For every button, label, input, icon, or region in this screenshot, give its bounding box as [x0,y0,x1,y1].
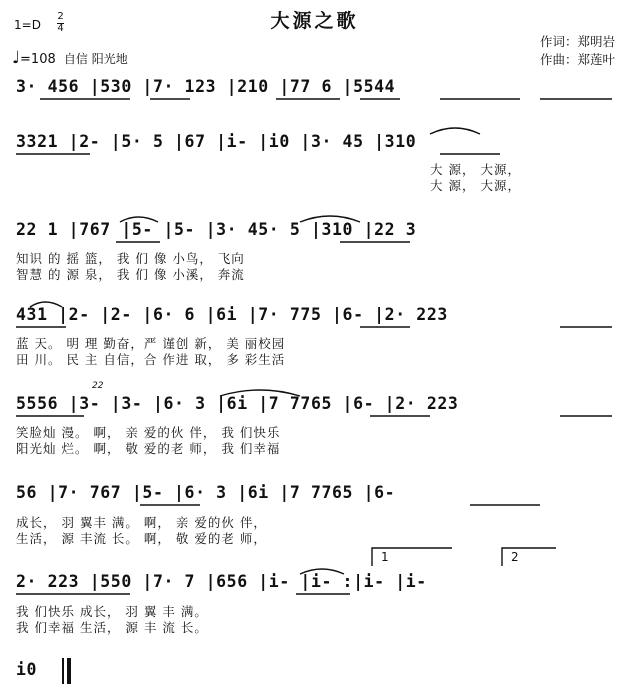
notation-line-5: 5556 |3- |3- |6· 3 |6i |7 7765 |6- |2· 223 [16,394,459,413]
notation-line-1: 3· 456 |530 |7· 123 |210 |77 6 |5544 [16,77,396,96]
barline-thick [67,658,71,684]
slur [300,569,344,574]
time-numerator: 2 [57,11,64,22]
lyric-line-3-verse-2: 智慧 的 源 泉， 我 们 像 小溪， 奔流 [16,267,245,282]
slur [30,302,62,307]
volta-bracket-1 [372,548,452,566]
notation-line-2: 3321 |2- |5· 5 |67 |i- |i0 |3· 45 |310 [16,132,417,151]
lyric-line-7-verse-1: 我 们快乐 成长， 羽 翼 丰 满。 [16,604,208,619]
notation-line-7: 2· 223 |550 |7· 7 |656 |i- |i- :|i- |i- [16,572,427,591]
lyric-line-5-verse-2: 阳光灿 烂。 啊， 敬 爱的老 师， 我 们幸福 [16,441,281,456]
notation-line-8: i0 [16,660,38,679]
lyric-line-2-verse-1: 大 源， 大源， [430,162,521,177]
lyric-line-6-verse-1: 成长， 羽 翼丰 满。 啊， 亲 爱的伙 伴， [16,515,267,530]
lyric-line-3-verse-1: 知识 的 摇 篮， 我 们 像 小鸟， 飞向 [16,251,245,266]
notation-line-4: 431 |2- |2- |6· 6 |6i |7· 775 |6- |2· 223 [16,305,448,324]
lyric-line-4-verse-2: 田 川。 民 主 自信，合 作进 取， 多 彩生活 [16,352,286,367]
key-label: 1=D [14,18,41,32]
slur [120,217,158,222]
lyric-line-2-verse-2: 大 源， 大源， [430,178,521,193]
quarter-note-icon: ♩ [12,48,21,68]
lyricist-credit: 作词：郑明岩 [539,34,615,49]
barline-thin [62,658,64,684]
lyric-line-5-verse-1: 笑脸灿 漫。 啊， 亲 爱的伙 伴， 我 们快乐 [16,425,281,440]
slur [300,216,360,222]
lyric-line-4-verse-1: 蓝 天。 明 理 勤奋，严 谨创 新， 美 丽校园 [16,336,286,351]
notation-line-3: 22 1 |767 |5- |5- |3· 45· 5 |310 |22 3 [16,220,417,239]
time-denominator: 4 [57,23,64,34]
slur [220,390,300,396]
slur [430,128,480,134]
notation-line-6: 56 |7· 767 |5- |6· 3 |6i |7 7765 |6- [16,483,396,502]
composer-credit: 作曲：郑莲叶 [539,52,615,67]
volta-2-label: 2 [511,550,519,564]
volta-bracket-2 [502,548,556,566]
lyric-line-7-verse-2: 我 们幸福 生活， 源 丰 流 长。 [16,620,208,635]
measure-number: 22 [92,381,104,391]
lyric-line-6-verse-2: 生活， 源 丰流 长。 啊， 敬 爱的老 师， [16,531,267,546]
volta-1-label: 1 [381,550,389,564]
song-title: 大源之歌 [270,10,359,32]
tempo-value: =108 [20,52,56,67]
expression-text: 自信 阳光地 [63,52,128,66]
